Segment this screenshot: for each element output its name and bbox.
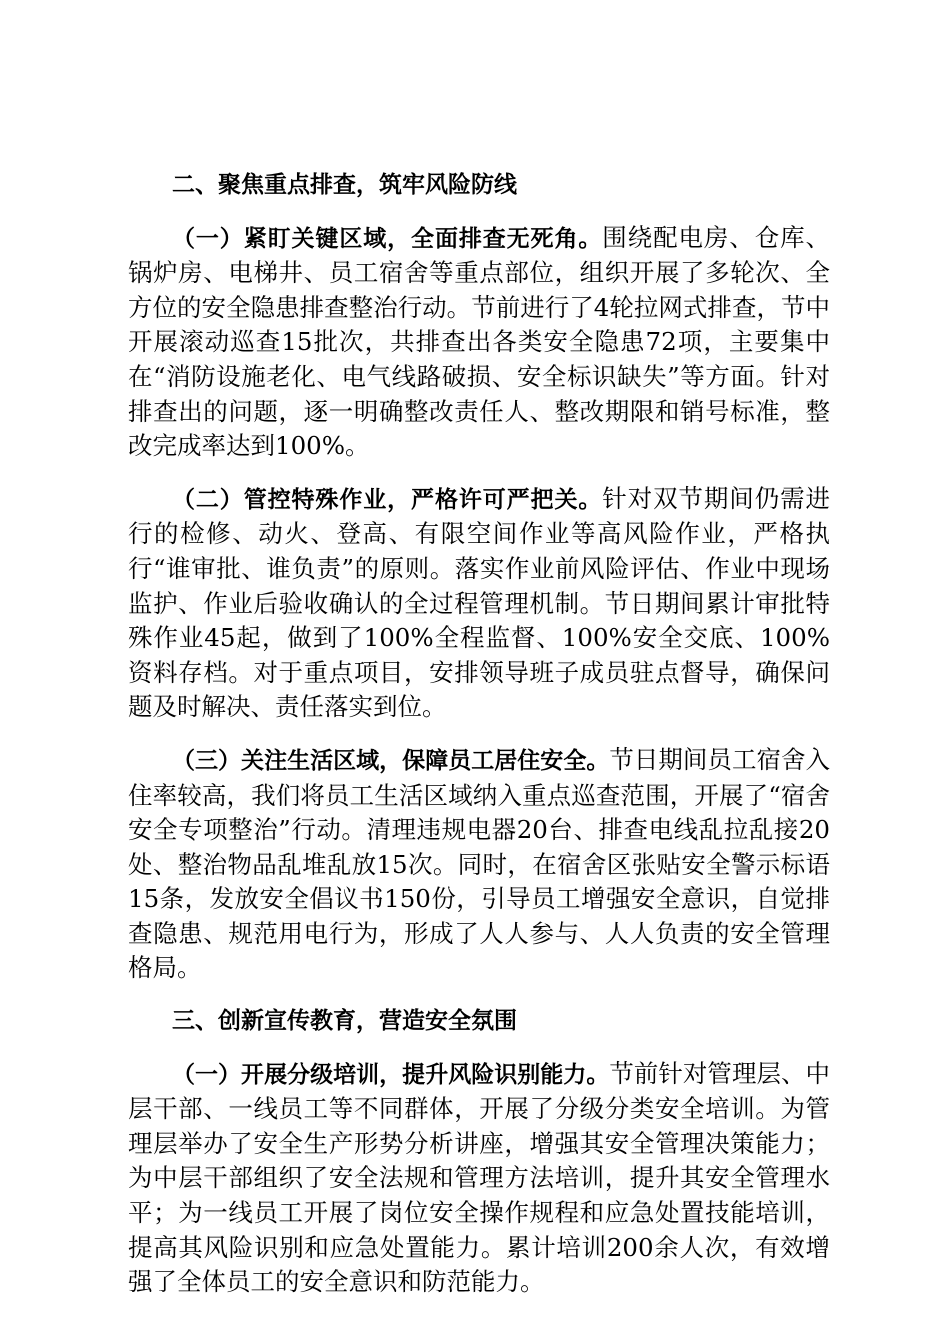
paragraph-2-1: [128, 221, 830, 464]
paragraph-body: 针对双节期间仍需进行的检修、动火、登高、有限空间作业等高风险作业，严格执行“谁审批、谁负责”的原则。落实作业前风险评估、作业中现场监护、作业后验收确认的全过程管理机制。节日期间累计审批特殊作业45起，做到了100%全程监督、100%安全交底、100%资料存档。对于重点项目，安排领导班子成员驻点督导，确保问题及时解决、责任落实到位。: [128, 483, 831, 722]
paragraph-2-2: [128, 482, 830, 725]
paragraph-lead: （一）开展分级培训，提升风险识别能力。: [172, 1061, 610, 1088]
paragraph-body: 节日期间员工宿舍入住率较高，我们将员工生活区域纳入重点巡查范围，开展了“宿舍安全专项整治”行动。清理违规电器20台、排查电线乱拉乱接20处、整治物品乱堆乱放15次。同时，在宿舍区张贴安全警示标语15条，发放安全倡议书150份，引导员工增强安全意识，自觉排查隐患、规范用电行为，形成了人人参与、人人负责的安全管理格局。: [128, 744, 831, 983]
paragraph-body: 节前针对管理层、中层干部、一线员工等不同群体，开展了分级分类安全培训。为管理层举办了安全生产形势分析讲座，增强其安全管理决策能力；为中层干部组织了安全法规和管理方法培训，提升其安全管理水平；为一线员工开展了岗位安全操作规程和应急处置技能培训，提高其风险识别和应急处置能力。累计培训200余人次，有效增强了全体员工的安全意识和防范能力。: [128, 1058, 831, 1297]
paragraph-body: 围绕配电房、仓库、锅炉房、电梯井、员工宿舍等重点部位，组织开展了多轮次、全方位的安全隐患排查整治行动。节前进行了4轮拉网式排查，节中开展滚动巡查15批次，共排查出各类安全隐患72项，主要集中在“消防设施老化、电气线路破损、安全标识缺失”等方面。针对排查出的问题，逐一明确整改责任人、整改期限和销号标准，整改完成率达到100%。: [128, 222, 831, 461]
section-heading-3: 三、创新宣传教育，营造安全氛围: [172, 1008, 517, 1035]
paragraph-2-3: [128, 743, 830, 986]
paragraph-lead: （一）紧盯关键区域，全面排查无死角。: [172, 225, 603, 252]
paragraph-lead: （二）管控特殊作业，严格许可严把关。: [172, 486, 603, 513]
section-heading-2: 二、聚焦重点排查，筑牢风险防线: [172, 172, 517, 198]
document-body: [128, 168, 830, 1300]
paragraph-3-1: [128, 1057, 830, 1300]
paragraph-lead: （三）关注生活区域，保障员工居住安全。: [172, 747, 610, 774]
